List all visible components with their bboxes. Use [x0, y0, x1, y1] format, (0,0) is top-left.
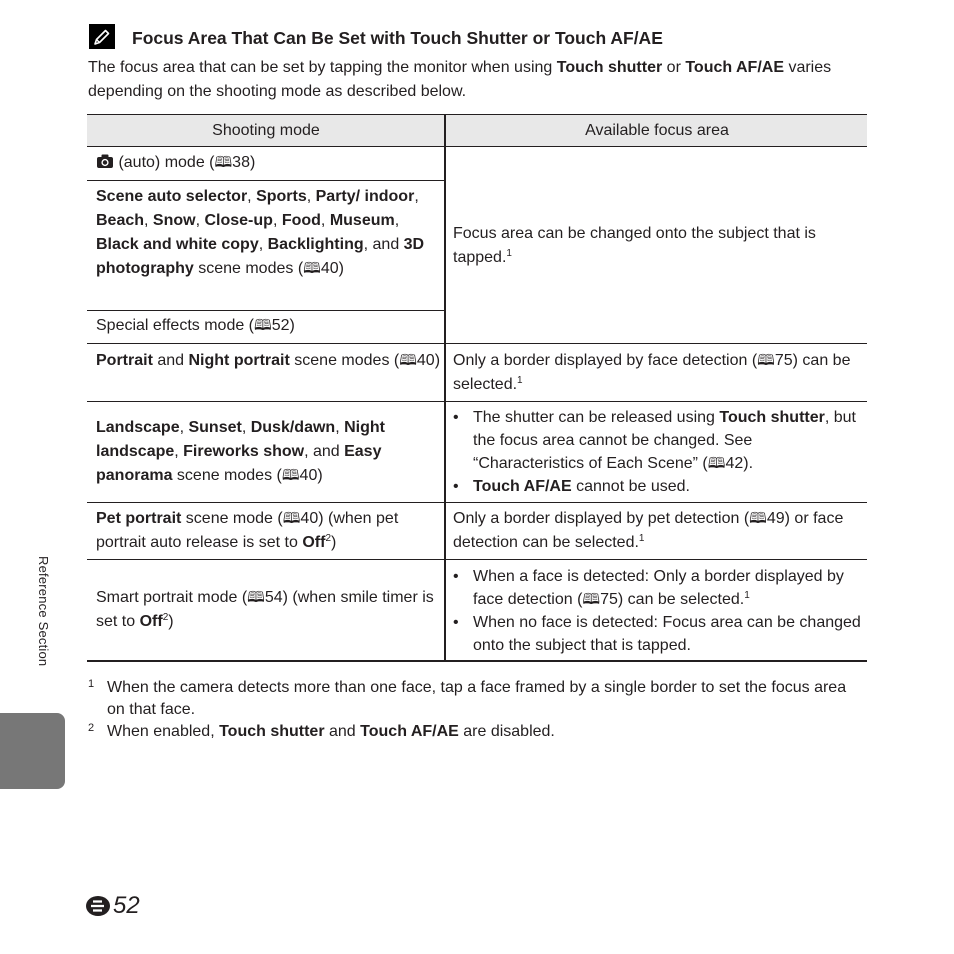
footnote-2: 2 When enabled, Touch shutter and Touch AF/AE are disabled.	[88, 722, 555, 740]
book-reference-icon: 🕮	[282, 510, 301, 527]
footnote-1: 1 When the camera detects more than one face, tap a face framed by a single border to set the focus area on that face.	[88, 678, 847, 718]
book-reference-icon: 🕮	[214, 154, 233, 171]
header-shooting-mode: Shooting mode	[212, 122, 320, 139]
table-row-scene-modes: Scene auto selector, Sports, Party/ indoor, Beach, Snow, Close-up, Food, Museum, Black and white copy, Backlighting, and 3D photography scene modes (🕮40)	[96, 188, 425, 277]
pencil-note-icon	[89, 24, 115, 49]
book-reference-icon: 🕮	[399, 352, 417, 369]
list-item: • Touch AF/AE cannot be used.	[453, 475, 863, 498]
header-available-focus-area: Available focus area	[585, 122, 729, 139]
pet-focus-description: Only a border displayed by pet detection (🕮49) or face detection can be selected.$^1$	[453, 510, 844, 551]
section-heading: Focus Area That Can Be Set with Touch Shutter or Touch AF/AE	[132, 28, 663, 48]
list-item: • The shutter can be released using Touch shutter, but the focus area cannot be changed. See “Characteristics of Each Scene” (🕮42).	[453, 406, 863, 475]
book-reference-icon: 🕮	[582, 591, 601, 608]
landscape-focus-description	[453, 406, 863, 498]
book-reference-icon: 🕮	[707, 455, 726, 472]
smart-portrait-focus-description	[453, 565, 863, 657]
focus-tap-description: Focus area can be changed onto the subject that is tapped.$^1$	[453, 225, 816, 266]
focus-area-table	[87, 114, 867, 662]
table-row-auto-mode: (auto) mode (🕮38)	[96, 151, 436, 175]
section-tab	[0, 713, 65, 789]
portrait-focus-description: Only a border displayed by face detection (🕮75) can be selected.$^1$	[453, 352, 851, 393]
book-reference-icon: 🕮	[749, 510, 767, 527]
table-row-pet-portrait: Pet portrait scene mode (🕮40) (when pet portrait auto release is set to Off$^2$)	[96, 510, 399, 551]
book-reference-icon: 🕮	[757, 352, 775, 369]
table-row-special-effects: Special effects mode (🕮52)	[96, 317, 295, 334]
book-reference-icon: 🕮	[254, 317, 272, 334]
intro-paragraph: The focus area that can be set by tapping the monitor when using Touch shutter or Touch AF/AE varies depending on the shooting mode as described below.	[88, 59, 832, 100]
list-item: • When no face is detected: Focus area can be changed onto the subject that is tapped.	[453, 611, 863, 657]
book-reference-icon: 🕮	[303, 260, 321, 277]
side-section-label: Reference Section	[36, 556, 51, 667]
table-row-smart-portrait: Smart portrait mode (🕮54) (when smile timer is set to Off$^2$)	[96, 589, 434, 630]
page-number: 52	[85, 892, 140, 920]
table-header-row	[87, 114, 867, 147]
list-item: • When a face is detected: Only a border displayed by face detection (🕮75) can be selected.$^1$	[453, 565, 863, 611]
reference-section-e-icon	[85, 895, 111, 917]
book-reference-icon: 🕮	[247, 589, 265, 606]
table-row-landscape: Landscape, Sunset, Dusk/dawn, Night landscape, Fireworks show, and Easy panorama scene modes (🕮40)	[96, 419, 385, 484]
book-reference-icon: 🕮	[281, 467, 300, 484]
table-row-portrait: Portrait and Night portrait scene modes (🕮40)	[96, 352, 441, 369]
camera-auto-icon	[96, 153, 114, 169]
